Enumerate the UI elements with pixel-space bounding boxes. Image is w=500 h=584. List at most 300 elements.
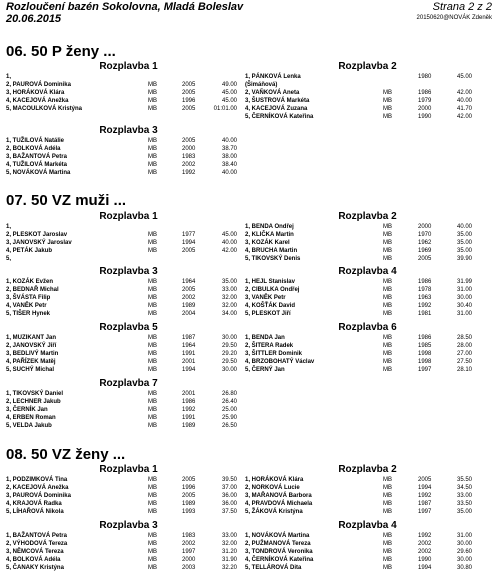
entry-time: 01:01.00 bbox=[213, 106, 237, 112]
birth-year: 1998 bbox=[418, 359, 432, 365]
club: MB bbox=[383, 343, 392, 349]
result-row bbox=[6, 556, 251, 564]
swimmer-name: 1, TUŽILOVÁ Natálie bbox=[6, 138, 65, 144]
swimmer-name: 3, VANĚK Petr bbox=[245, 295, 286, 301]
result-row bbox=[6, 508, 251, 516]
result-row bbox=[6, 500, 251, 508]
birth-year: 1994 bbox=[182, 367, 196, 373]
result-row bbox=[6, 161, 251, 169]
swimmer-name: 5, LÍHAŘOVÁ Nikola bbox=[6, 509, 64, 515]
entry-time: 36.00 bbox=[221, 493, 237, 499]
birth-year: 1987 bbox=[418, 501, 432, 507]
entry-time: 28.00 bbox=[456, 343, 472, 349]
result-row bbox=[245, 500, 490, 508]
club: MB bbox=[148, 138, 157, 144]
club: MB bbox=[148, 565, 157, 571]
heat-title: Rozplavba 4 bbox=[338, 266, 397, 277]
swimmer-name: 4, BOLKOVÁ Adéla bbox=[6, 557, 61, 563]
result-row bbox=[245, 532, 490, 540]
entry-time: 29.50 bbox=[221, 359, 237, 365]
swimmer-name: 5, TIŠER Hynek bbox=[6, 311, 51, 317]
birth-year: 1994 bbox=[182, 240, 196, 246]
entry-time: 37.00 bbox=[221, 485, 237, 491]
result-row bbox=[6, 97, 251, 105]
swimmer-name: 3, BAŽANTOVÁ Petra bbox=[6, 154, 67, 160]
swimmer-name: 3, MAŘANOVÁ Barbora bbox=[245, 493, 312, 499]
club: MB bbox=[148, 295, 157, 301]
club: MB bbox=[148, 287, 157, 293]
result-row bbox=[245, 492, 490, 500]
heat-block bbox=[6, 61, 251, 113]
birth-year: 1978 bbox=[418, 287, 432, 293]
heat-block bbox=[245, 464, 490, 516]
event-title: 07. 50 VZ muži ... bbox=[6, 192, 127, 209]
heat-title: Rozplavba 4 bbox=[338, 520, 397, 531]
swimmer-name: 5, ČERNÍKOVÁ Kateřina bbox=[245, 114, 314, 120]
heat-title: Rozplavba 7 bbox=[99, 378, 158, 389]
entry-time: 26.80 bbox=[221, 391, 237, 397]
entry-time: 29.20 bbox=[221, 351, 237, 357]
birth-year: 2000 bbox=[418, 224, 432, 230]
result-row bbox=[6, 390, 251, 398]
birth-year: 1986 bbox=[418, 279, 432, 285]
entry-time: 35.50 bbox=[456, 477, 472, 483]
swimmer-name: 4, PRAVDOVÁ Michaela bbox=[245, 501, 313, 507]
swimmer-name: 3, BEDLIVÝ Martin bbox=[6, 351, 59, 357]
swimmer-name: 2, PUŽMANOVÁ Tereza bbox=[245, 541, 311, 547]
heat-title: Rozplavba 2 bbox=[338, 211, 397, 222]
swimmer-name: 2, BEDNAŘ Michal bbox=[6, 287, 59, 293]
club: MB bbox=[148, 391, 157, 397]
birth-year: 1964 bbox=[182, 279, 196, 285]
club: MB bbox=[383, 485, 392, 491]
swimmer-name: 4, KACEJOVÁ Zuzana bbox=[245, 106, 308, 112]
birth-year: 1992 bbox=[182, 407, 196, 413]
entry-time: 31.00 bbox=[456, 533, 472, 539]
swimmer-name: 5, ČERNÝ Jan bbox=[245, 367, 285, 373]
swimmer-name: 2, CIBULKA Ondřej bbox=[245, 287, 300, 293]
entry-time: 39.50 bbox=[221, 477, 237, 483]
result-row bbox=[245, 223, 490, 231]
club: MB bbox=[383, 493, 392, 499]
swimmer-name: 1, NOVÁKOVÁ Martina bbox=[245, 533, 310, 539]
swimmer-name: 3, ŠUSTROVÁ Markéta bbox=[245, 98, 310, 104]
entry-time: 30.00 bbox=[456, 557, 472, 563]
result-row bbox=[6, 294, 251, 302]
birth-year: 2000 bbox=[182, 146, 196, 152]
club: MB bbox=[383, 287, 392, 293]
swimmer-name: 3, PAUROVÁ Dominika bbox=[6, 493, 71, 499]
club: MB bbox=[383, 351, 392, 357]
swimmer-name: (Šimáňová) bbox=[245, 82, 278, 88]
birth-year: 2001 bbox=[182, 391, 196, 397]
entry-time: 45.00 bbox=[221, 98, 237, 104]
birth-year: 1987 bbox=[182, 335, 196, 341]
result-row bbox=[245, 97, 490, 105]
birth-year: 2005 bbox=[182, 106, 196, 112]
birth-year: 2002 bbox=[182, 162, 196, 168]
club: MB bbox=[383, 311, 392, 317]
birth-year: 1994 bbox=[418, 485, 432, 491]
result-row bbox=[6, 422, 251, 430]
swimmer-name: 1, PODZIMKOVÁ Tina bbox=[6, 477, 68, 483]
swimmer-name: 4, BRUCHA Martin bbox=[245, 248, 298, 254]
entry-time: 31.00 bbox=[456, 311, 472, 317]
club: MB bbox=[383, 557, 392, 563]
swimmer-name: 4, VANĚK Petr bbox=[6, 303, 47, 309]
result-row bbox=[6, 406, 251, 414]
result-row bbox=[245, 508, 490, 516]
club: MB bbox=[383, 549, 392, 555]
entry-time: 35.00 bbox=[456, 232, 472, 238]
result-row bbox=[6, 310, 251, 318]
swimmer-name: 5, ŽÁKOVÁ Kristýna bbox=[245, 509, 303, 515]
page-number: Strana 2 z 2 bbox=[432, 1, 492, 13]
club: MB bbox=[148, 423, 157, 429]
swimmer-name: 4, KOŠŤÁK David bbox=[245, 303, 296, 309]
swimmer-name: 2, KLIČKA Martin bbox=[245, 232, 294, 238]
heat-title: Rozplavba 3 bbox=[99, 125, 158, 136]
birth-year: 2002 bbox=[182, 295, 196, 301]
birth-year: 1996 bbox=[182, 485, 196, 491]
heat-title: Rozplavba 3 bbox=[99, 266, 158, 277]
result-row bbox=[6, 247, 251, 255]
club: MB bbox=[148, 82, 157, 88]
result-row bbox=[6, 137, 251, 145]
result-row bbox=[245, 484, 490, 492]
swimmer-name: 3, ŠVÁSTA Filip bbox=[6, 295, 51, 301]
swimmer-name: 1, BAŽANTOVÁ Petra bbox=[6, 533, 67, 539]
entry-time: 45.00 bbox=[456, 74, 472, 80]
entry-time: 29.60 bbox=[456, 549, 472, 555]
swimmer-name: 3, JANOVSKÝ Jaroslav bbox=[6, 240, 72, 246]
swimmer-name: 2, PAUROVÁ Dominika bbox=[6, 82, 71, 88]
entry-time: 34.00 bbox=[221, 311, 237, 317]
birth-year: 1992 bbox=[182, 170, 196, 176]
result-row bbox=[6, 278, 251, 286]
heat-block bbox=[6, 520, 251, 572]
entry-time: 29.50 bbox=[221, 343, 237, 349]
birth-year: 1997 bbox=[182, 549, 196, 555]
result-row bbox=[6, 255, 251, 263]
result-row bbox=[245, 73, 490, 81]
birth-year: 1992 bbox=[418, 303, 432, 309]
swimmer-name: 2, JANOVSKÝ Jiří bbox=[6, 343, 57, 349]
club: MB bbox=[383, 106, 392, 112]
swimmer-name: 5, bbox=[6, 256, 12, 262]
result-row bbox=[245, 564, 490, 572]
heat-block bbox=[6, 322, 251, 374]
heat-block bbox=[245, 61, 490, 121]
result-row bbox=[6, 564, 251, 572]
result-row bbox=[245, 231, 490, 239]
entry-time: 31.90 bbox=[221, 557, 237, 563]
birth-year: 1985 bbox=[418, 343, 432, 349]
birth-year: 2005 bbox=[182, 248, 196, 254]
result-row bbox=[6, 540, 251, 548]
club: MB bbox=[383, 509, 392, 515]
result-row bbox=[6, 476, 251, 484]
heat-block bbox=[6, 266, 251, 318]
birth-year: 2005 bbox=[418, 477, 432, 483]
club: MB bbox=[148, 509, 157, 515]
document-date: 20.06.2015 bbox=[6, 13, 62, 25]
birth-year: 1964 bbox=[182, 343, 196, 349]
birth-year: 1993 bbox=[182, 509, 196, 515]
heat-block bbox=[245, 266, 490, 318]
heat-title: Rozplavba 6 bbox=[338, 322, 397, 333]
birth-year: 1969 bbox=[418, 248, 432, 254]
swimmer-name: 5, VELDA Jakub bbox=[6, 423, 52, 429]
club: MB bbox=[148, 493, 157, 499]
swimmer-name: 5, ČANAKY Kristýna bbox=[6, 565, 64, 571]
author-stamp: 20150620@NOVÁK Zdeněk bbox=[416, 15, 492, 21]
club: MB bbox=[148, 541, 157, 547]
club: MB bbox=[148, 146, 157, 152]
club: MB bbox=[383, 541, 392, 547]
entry-time: 40.00 bbox=[456, 224, 472, 230]
swimmer-name: 4, PETÁK Jakub bbox=[6, 248, 53, 254]
result-row bbox=[245, 334, 490, 342]
result-row bbox=[245, 556, 490, 564]
heat-block bbox=[245, 520, 490, 572]
result-row bbox=[6, 302, 251, 310]
result-row bbox=[6, 239, 251, 247]
club: MB bbox=[383, 359, 392, 365]
birth-year: 1994 bbox=[418, 565, 432, 571]
result-row bbox=[6, 334, 251, 342]
birth-year: 2005 bbox=[182, 138, 196, 144]
club: MB bbox=[148, 303, 157, 309]
result-row bbox=[6, 231, 251, 239]
birth-year: 2000 bbox=[418, 106, 432, 112]
entry-time: 49.00 bbox=[221, 82, 237, 88]
entry-time: 34.50 bbox=[456, 485, 472, 491]
swimmer-name: 1, MUZIKANT Jan bbox=[6, 335, 57, 341]
birth-year: 1992 bbox=[418, 493, 432, 499]
entry-time: 35.00 bbox=[456, 240, 472, 246]
birth-year: 1990 bbox=[418, 557, 432, 563]
result-row bbox=[6, 223, 251, 231]
birth-year: 1986 bbox=[418, 335, 432, 341]
swimmer-name: 5, MACOULKOVÁ Kristýna bbox=[6, 106, 83, 112]
swimmer-name: 2, NORKOVÁ Lucie bbox=[245, 485, 300, 491]
club: MB bbox=[148, 549, 157, 555]
club: MB bbox=[383, 501, 392, 507]
birth-year: 2003 bbox=[182, 565, 196, 571]
club: MB bbox=[383, 295, 392, 301]
entry-time: 30.00 bbox=[456, 541, 472, 547]
birth-year: 1991 bbox=[182, 415, 196, 421]
entry-time: 28.10 bbox=[456, 367, 472, 373]
entry-time: 45.00 bbox=[221, 90, 237, 96]
swimmer-name: 1, HEJL Stanislav bbox=[245, 279, 295, 285]
entry-time: 32.00 bbox=[221, 303, 237, 309]
club: MB bbox=[148, 170, 157, 176]
entry-time: 42.00 bbox=[456, 114, 472, 120]
entry-time: 31.99 bbox=[456, 279, 472, 285]
entry-time: 40.00 bbox=[221, 240, 237, 246]
club: MB bbox=[148, 90, 157, 96]
birth-year: 2000 bbox=[182, 557, 196, 563]
birth-year: 1983 bbox=[182, 533, 196, 539]
birth-year: 2004 bbox=[182, 311, 196, 317]
entry-time: 27.50 bbox=[456, 359, 472, 365]
swimmer-name: 2, VAŇKOVÁ Aneta bbox=[245, 90, 300, 96]
entry-time: 33.00 bbox=[456, 493, 472, 499]
birth-year: 1970 bbox=[418, 232, 432, 238]
entry-time: 40.00 bbox=[221, 138, 237, 144]
entry-time: 26.50 bbox=[221, 423, 237, 429]
result-row bbox=[245, 548, 490, 556]
club: MB bbox=[383, 114, 392, 120]
entry-time: 32.00 bbox=[221, 295, 237, 301]
heat-block bbox=[6, 125, 251, 177]
result-row bbox=[6, 89, 251, 97]
birth-year: 2002 bbox=[182, 541, 196, 547]
birth-year: 2005 bbox=[418, 256, 432, 262]
swimmer-name: 4, KRAJOVÁ Radka bbox=[6, 501, 62, 507]
result-row bbox=[6, 105, 251, 113]
birth-year: 1991 bbox=[182, 351, 196, 357]
swimmer-name: 3, HORÁKOVÁ Klára bbox=[6, 90, 65, 96]
swimmer-name: 1, bbox=[6, 224, 12, 230]
swimmer-name: 1, HORÁKOVÁ Klára bbox=[245, 477, 304, 483]
swimmer-name: 5, TELLÁROVÁ Dita bbox=[245, 565, 302, 571]
swimmer-name: 3, ŠITTLER Dominik bbox=[245, 351, 303, 357]
entry-time: 32.00 bbox=[221, 541, 237, 547]
birth-year: 1962 bbox=[418, 240, 432, 246]
club: MB bbox=[148, 335, 157, 341]
club: MB bbox=[383, 279, 392, 285]
heat-title: Rozplavba 1 bbox=[99, 61, 158, 72]
swimmer-name: 5, PLESKOT Jiří bbox=[245, 311, 291, 317]
entry-time: 30.00 bbox=[456, 295, 472, 301]
club: MB bbox=[383, 335, 392, 341]
swimmer-name: 4, TUŽILOVÁ Markéta bbox=[6, 162, 68, 168]
event-title: 08. 50 VZ ženy ... bbox=[6, 446, 126, 463]
club: MB bbox=[383, 90, 392, 96]
club: MB bbox=[148, 240, 157, 246]
club: MB bbox=[148, 399, 157, 405]
result-row bbox=[245, 278, 490, 286]
club: MB bbox=[148, 557, 157, 563]
club: MB bbox=[383, 565, 392, 571]
club: MB bbox=[148, 367, 157, 373]
heat-title: Rozplavba 3 bbox=[99, 520, 158, 531]
swimmer-name: 1, KOZÁK Evžen bbox=[6, 279, 54, 285]
entry-time: 26.40 bbox=[221, 399, 237, 405]
entry-time: 38.40 bbox=[221, 162, 237, 168]
result-row bbox=[6, 350, 251, 358]
entry-time: 27.00 bbox=[456, 351, 472, 357]
club: MB bbox=[383, 256, 392, 262]
swimmer-name: 2, ŠITERA Radek bbox=[245, 343, 294, 349]
result-row bbox=[6, 81, 251, 89]
club: MB bbox=[148, 248, 157, 254]
result-row bbox=[245, 247, 490, 255]
heat-title: Rozplavba 2 bbox=[338, 61, 397, 72]
club: MB bbox=[148, 359, 157, 365]
result-row bbox=[6, 73, 251, 81]
entry-time: 41.70 bbox=[456, 106, 472, 112]
club: MB bbox=[148, 343, 157, 349]
swimmer-name: 1, bbox=[6, 74, 12, 80]
birth-year: 1983 bbox=[182, 154, 196, 160]
swimmer-name: 2, KACEJOVÁ Anežka bbox=[6, 485, 69, 491]
entry-time: 33.50 bbox=[456, 501, 472, 507]
swimmer-name: 4, KACEJOVÁ Anežka bbox=[6, 98, 69, 104]
entry-time: 28.50 bbox=[456, 335, 472, 341]
entry-time: 45.00 bbox=[221, 232, 237, 238]
birth-year: 1989 bbox=[182, 303, 196, 309]
birth-year: 1989 bbox=[182, 501, 196, 507]
result-row bbox=[6, 342, 251, 350]
club: MB bbox=[148, 533, 157, 539]
swimmer-name: 2, PLESKOT Jaroslav bbox=[6, 232, 68, 238]
birth-year: 1997 bbox=[418, 509, 432, 515]
birth-year: 1986 bbox=[418, 90, 432, 96]
birth-year: 1986 bbox=[182, 399, 196, 405]
swimmer-name: 4, PAŘÍZEK Matěj bbox=[6, 359, 56, 365]
birth-year: 1998 bbox=[418, 351, 432, 357]
heat-title: Rozplavba 2 bbox=[338, 464, 397, 475]
heat-block bbox=[6, 211, 251, 263]
club: MB bbox=[383, 240, 392, 246]
entry-time: 25.90 bbox=[221, 415, 237, 421]
result-row bbox=[6, 169, 251, 177]
entry-time: 30.40 bbox=[456, 303, 472, 309]
swimmer-name: 4, ERBEN Roman bbox=[6, 415, 56, 421]
result-row bbox=[245, 286, 490, 294]
entry-time: 35.00 bbox=[221, 279, 237, 285]
club: MB bbox=[148, 485, 157, 491]
entry-time: 38.00 bbox=[221, 154, 237, 160]
birth-year: 1963 bbox=[418, 295, 432, 301]
birth-year: 2005 bbox=[182, 90, 196, 96]
result-row bbox=[6, 153, 251, 161]
swimmer-name: 2, VÝHODOVÁ Tereza bbox=[6, 541, 68, 547]
birth-year: 1979 bbox=[418, 98, 432, 104]
entry-time: 32.20 bbox=[221, 565, 237, 571]
birth-year: 2001 bbox=[182, 359, 196, 365]
entry-time: 33.00 bbox=[221, 287, 237, 293]
club: MB bbox=[383, 477, 392, 483]
heat-title: Rozplavba 5 bbox=[99, 322, 158, 333]
result-row bbox=[245, 294, 490, 302]
club: MB bbox=[383, 303, 392, 309]
result-row bbox=[245, 540, 490, 548]
entry-time: 40.00 bbox=[221, 170, 237, 176]
birth-year: 1981 bbox=[418, 311, 432, 317]
swimmer-name: 1, BENDA Ondřej bbox=[245, 224, 294, 230]
entry-time: 40.00 bbox=[456, 98, 472, 104]
swimmer-name: 2, LECHNER Jakub bbox=[6, 399, 61, 405]
club: MB bbox=[148, 407, 157, 413]
result-row bbox=[245, 105, 490, 113]
birth-year: 1990 bbox=[418, 114, 432, 120]
swimmer-name: 1, BENDA Jan bbox=[245, 335, 285, 341]
result-row bbox=[6, 145, 251, 153]
entry-time: 35.00 bbox=[456, 248, 472, 254]
club: MB bbox=[148, 415, 157, 421]
result-row bbox=[245, 350, 490, 358]
birth-year: 1996 bbox=[182, 98, 196, 104]
birth-year: 1977 bbox=[182, 232, 196, 238]
club: MB bbox=[148, 232, 157, 238]
heat-title: Rozplavba 1 bbox=[99, 464, 158, 475]
entry-time: 31.00 bbox=[456, 287, 472, 293]
